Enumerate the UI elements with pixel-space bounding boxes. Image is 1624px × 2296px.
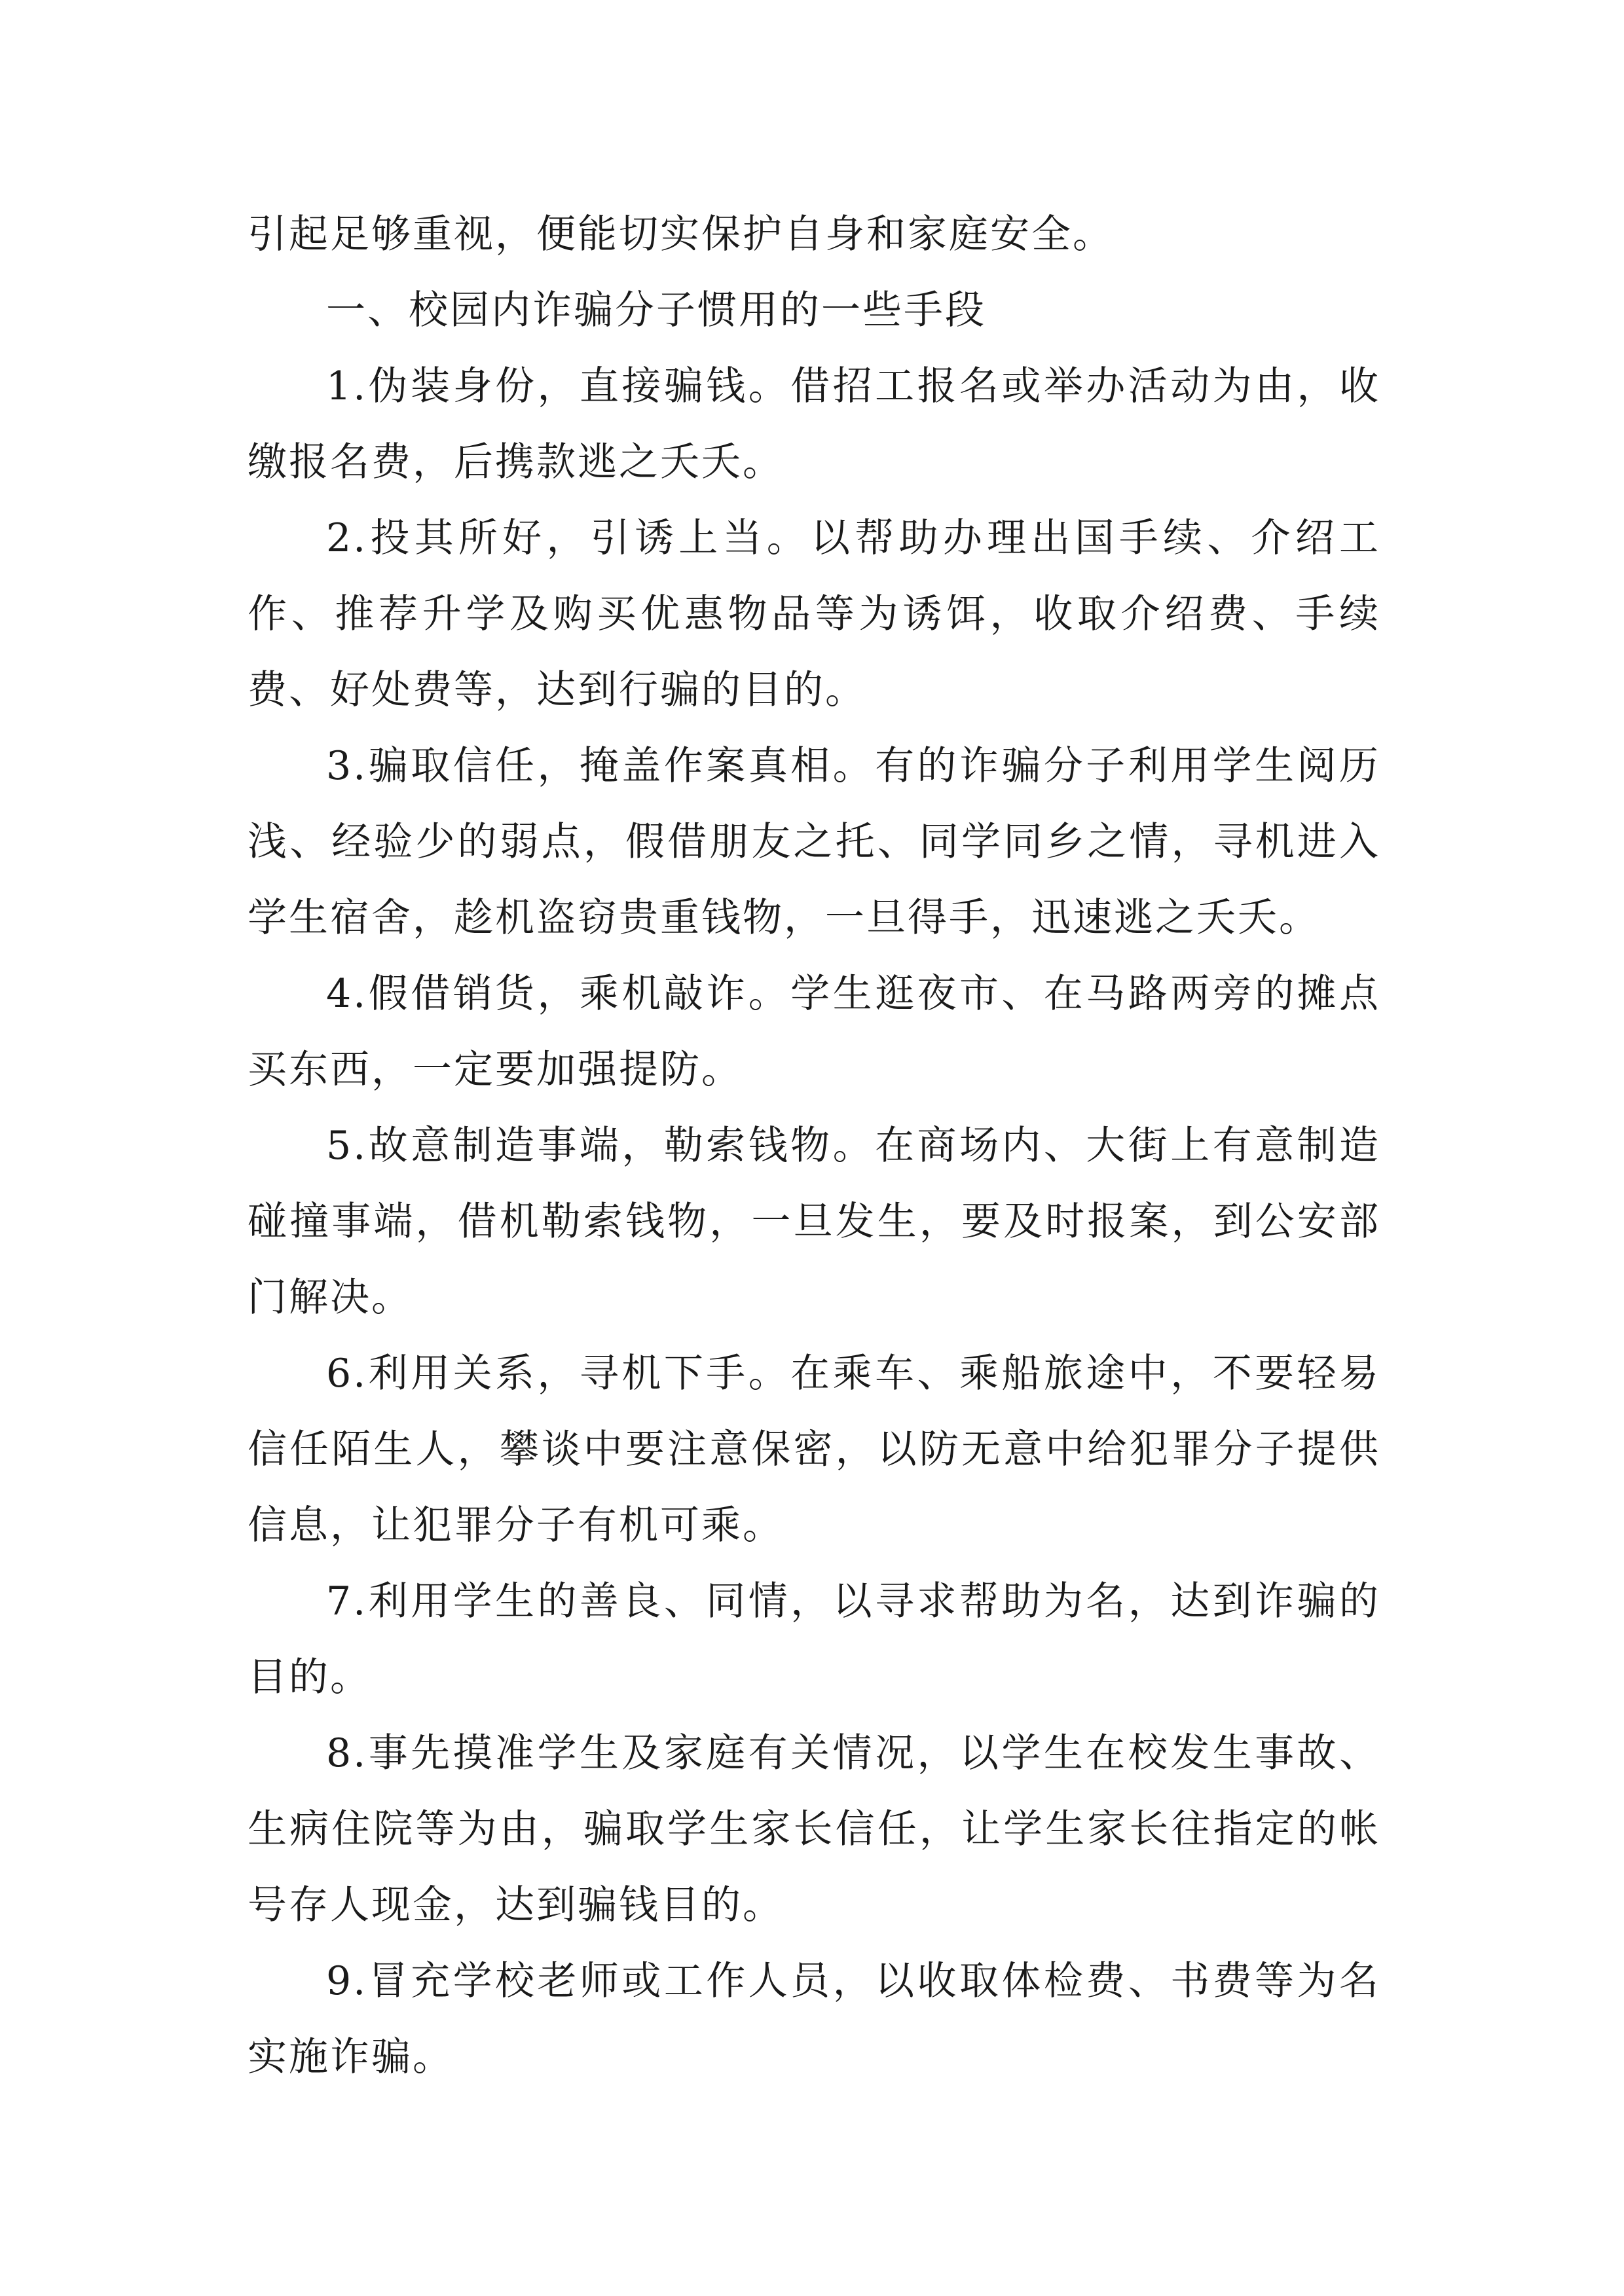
list-item: 2.投其所好，引诱上当。以帮助办理出国手续、介绍工作、推荐升学及购买优惠物品等为诱饵，收取介绍费、手续费、好处费等，达到行骗的目的。 <box>248 515 1380 713</box>
list-item: 6.利用关系，寻机下手。在乘车、乘船旅途中，不要轻易信任陌生人，攀谈中要注意保密，以防无意中给犯罪分子提供信息，让犯罪分子有机可乘。 <box>248 1351 1380 1548</box>
document-body <box>248 196 1380 2095</box>
list-item: 9.冒充学校老师或工作人员，以收取体检费、书费等为名实施诈骗。 <box>248 1958 1380 2080</box>
list-item: 4.假借销货，乘机敲诈。学生逛夜市、在马路两旁的摊点买东西，一定要加强提防。 <box>248 971 1380 1093</box>
list-item: 3.骗取信任，掩盖作案真相。有的诈骗分子利用学生阅历浅、经验少的弱点，假借朋友之托、同学同乡之情，寻机进入学生宿舍，趁机盗窃贵重钱物，一旦得手，迅速逃之夭夭。 <box>248 743 1380 941</box>
intro-paragraph-tail: 引起足够重视，便能切实保护自身和家庭安全。 <box>248 211 1114 257</box>
list-item: 7.利用学生的善良、同情，以寻求帮助为名，达到诈骗的目的。 <box>248 1578 1380 1700</box>
section-heading: 一、校园内诈骗分子惯用的一些手段 <box>326 287 986 333</box>
list-item: 8.事先摸准学生及家庭有关情况，以学生在校发生事故、生病住院等为由，骗取学生家长信任，让学生家长往指定的帐号存人现金，达到骗钱目的。 <box>248 1730 1380 1928</box>
list-item: 5.故意制造事端，勒索钱物。在商场内、大街上有意制造碰撞事端，借机勒索钱物，一旦发生，要及时报案，到公安部门解决。 <box>248 1123 1380 1321</box>
list-item: 1.伪装身份，直接骗钱。借招工报名或举办活动为由，收缴报名费，后携款逃之夭夭。 <box>248 363 1380 485</box>
